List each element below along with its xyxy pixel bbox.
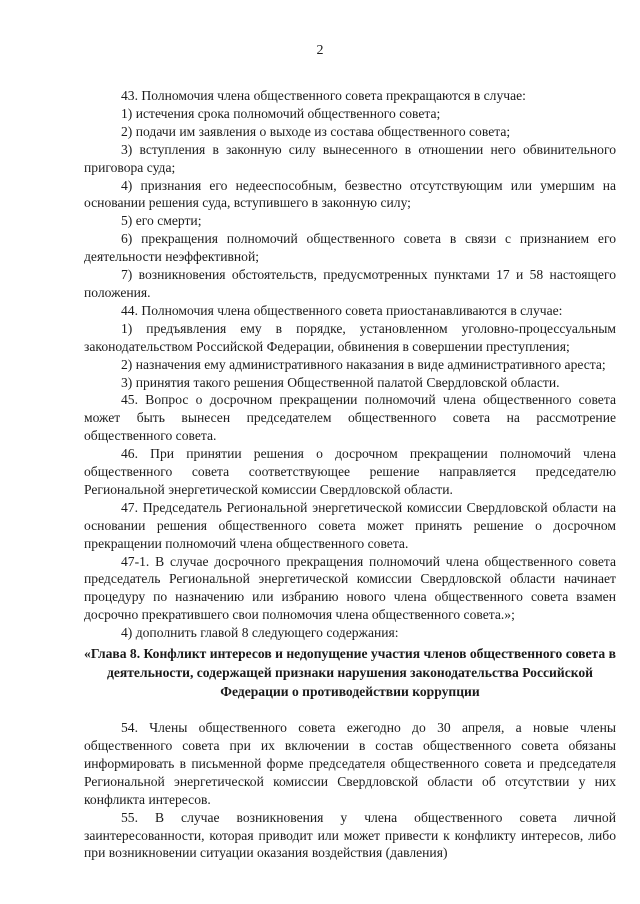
paragraph-47-1: 47-1. В случае досрочного прекращения полномочий члена общественного совета председатель Региональной энергетической комиссии Свердловской области начинает процедуру по назначению или избранию нового члена общественного совета взамен досрочно прекратившего свои полномочия члена общественного совета.»; [84, 553, 616, 623]
paragraph-47: 47. Председатель Региональной энергетической комиссии Свердловской области на основании решения общественного совета может принять решение о досрочном прекращении полномочий члена общественного совета. [84, 499, 616, 551]
paragraph-43-item-1: 1) истечения срока полномочий общественного совета; [121, 105, 441, 121]
paragraph-44: 44. Полномочия члена общественного совета приостанавливаются в случае: [121, 302, 563, 318]
paragraph-43-item-3: 3) вступления в законную силу вынесенного в отношении него обвинительного приговора суда; [84, 141, 616, 175]
paragraph-44-item-1: 1) предъявления ему в порядке, установленном уголовно-процессуальным законодательством Российской Федерации, обвинения в совершении преступления; [84, 320, 616, 354]
paragraph-43-item-4: 4) признания его недееспособным, безвестно отсутствующим или умершим на основании решения суда, вступившего в законную силу; [84, 177, 616, 211]
chapter-8-heading: «Глава 8. Конфликт интересов и недопущение участия членов общественного совета в деятельности, содержащей признаки нарушения законодательства Российской Федерации о противодействии коррупции [84, 646, 616, 700]
paragraph-43-item-6: 6) прекращения полномочий общественного совета в связи с признанием его деятельности неэффективной; [84, 231, 616, 265]
paragraph-45: 45. Вопрос о досрочном прекращении полномочий члена общественного совета может быть вынесен председателем общественного совета на рассмотрение общественного совета. [84, 392, 616, 444]
paragraph-43-item-7: 7) возникновения обстоятельств, предусмотренных пунктами 17 и 58 настоящего положения. [84, 267, 616, 300]
amendment-item-4: 4) дополнить главой 8 следующего содержания: [121, 625, 399, 641]
paragraph-43: 43. Полномочия члена общественного совета прекращаются в случае: [121, 88, 526, 103]
paragraph-54: 54. Члены общественного совета ежегодно до 30 апреля, а новые члены общественного совета при их включении в состав общественного совета обязаны информировать в письменной форме председателя общественного совета и председателя Региональной энергетической комиссии Свердловской области об отсутствии у них конфликта интересов. [84, 720, 616, 807]
page-number: 2 [316, 43, 324, 58]
heading-spacer [84, 701, 616, 719]
paragraph-46: 46. При принятии решения о досрочном прекращении полномочий члена общественного совета соответствующее решение направляется председателю Региональной энергетической комиссии Свердловской области. [84, 446, 616, 497]
paragraph-43-item-5: 5) его смерти; [121, 213, 202, 229]
paragraph-55: 55. В случае возникновения у члена общественного совета личной заинтересованности, которая приводит или может привести к конфликту интересов, либо при возникновении ситуации оказания воздействия (давления) [84, 809, 616, 861]
paragraph-44-item-3: 3) принятия такого решения Общественной палатой Свердловской области. [121, 374, 560, 390]
document-body [84, 87, 616, 862]
paragraph-43-item-2: 2) подачи им заявления о выходе из состава общественного совета; [121, 123, 511, 139]
paragraph-44-item-2: 2) назначения ему административного наказания в виде административного ареста; [121, 356, 606, 372]
